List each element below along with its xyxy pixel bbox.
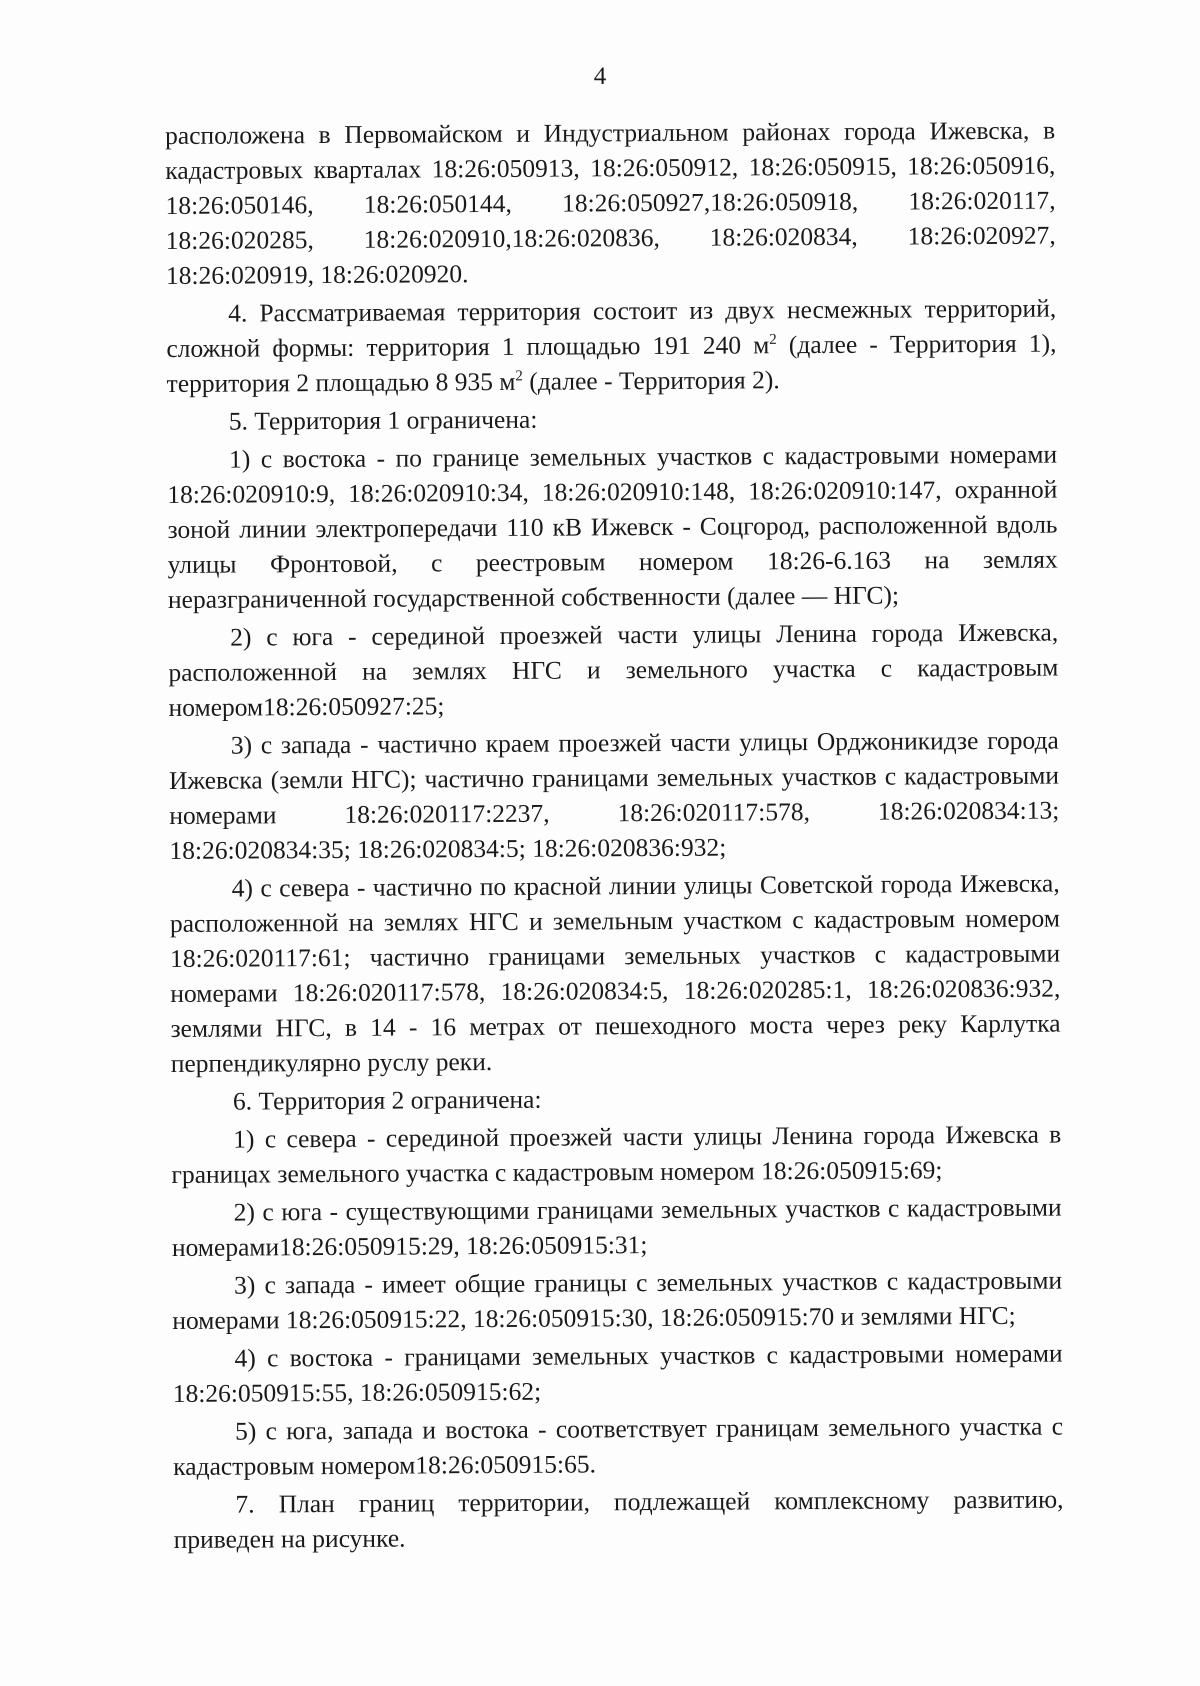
territory-1-east-boundary: 1) с востока - по границе земельных участков с кадастровыми номерами 18:26:020910:9, 18:26:020910:34, 18:26:020910:148, 18:26:020910:147, охранной зоной линии электропередачи 110 кВ Ижевск - Соцгород, расположенной вдоль улицы Фронтовой, с реестровым номером 18:26-6.163 на землях неразграниченной государственной собственности (далее — НГС); [167,439,1058,614]
page-number: 4 [593,63,607,90]
territory-2-north-boundary: 1) с севера - серединой проезжей части улицы Ленина города Ижевска в границах земельного участка с кадастровым номером 18:26:050915:69; [171,1119,1062,1189]
territory-2-south-boundary: 2) с юга - существующими границами земельных участков с кадастровыми номерами18:26:050915:29, 18:26:050915:31; [171,1192,1062,1262]
territory-1-north-boundary: 4) с севера - частично по красной линии улицы Советской города Ижевска, расположенной на землях НГС и земельным участком с кадастровым номером 18:26:020117:61; частично границами земельных участков с кадастровыми номерами 18:26:020117:578, 18:26:020834:5, 18:26:020285:1, 18:26:020836:932, землями НГС, в 14 - 16 метрах от пешеходного моста через реку Карлутка перпендикулярно руслу реки. [169,868,1061,1078]
section-heading-territory-2: 6. Территория 2 ограничена: [232,1084,542,1116]
territory-2-east-boundary: 4) с востока - границами земельных участков с кадастровыми номерами 18:26:050915:55, 18:26:050915:62; [172,1338,1063,1408]
territory-2-west-boundary: 3) с запада - имеет общие границы с земельных участков с кадастровыми номерами 18:26:050915:22, 18:26:050915:30, 18:26:050915:70 и землями НГС; [172,1265,1063,1335]
area-unit-superscript-2: 2 [515,368,523,385]
paragraph-location: расположена в Первомайском и Индустриальном районах города Ижевска, в кадастровых кварталах 18:26:050913, 18:26:050912, 18:26:050915, 18:26:050916, 18:26:050146, 18:26:050144, 18:26:050927,18:26:050918, 18:26:020117, 18:26:020285, 18:26:020910,18:26:020836, 18:26:020834, 18:26:020927, 18:26:020919, 18:26:020920. [165,115,1056,290]
territory-2-south-west-east-boundary: 5) с юга, запада и востока - соответствует границам земельного участка с кадастровым номером18:26:050915:65. [173,1411,1064,1481]
territory-1-south-boundary: 2) с юга - серединой проезжей части улицы Ленина города Ижевска, расположенной на землях НГС и земельного участка с кадастровым номером18:26:050927:25; [168,617,1059,722]
paragraph-territory-composition [166,291,1057,401]
paragraph-territory-composition-part-3: (далее - Территория 2). [522,365,780,396]
paragraph-territory-composition-part-1: 4. Рассматриваемая территория состоит из двух несмежных территорий, сложной формы: территория 1 площадью 191 240 м [166,293,1057,363]
document-body [165,113,1064,1560]
area-unit-superscript-1: 2 [769,331,777,348]
section-heading-territory-1: 5. Территория 1 ограничена: [228,404,538,436]
territory-1-west-boundary: 3) с запада - частично краем проезжей части улицы Орджоникидзе города Ижевска (земли НГС); частично границами земельных участков с кадастровыми номерами 18:26:020117:2237, 18:26:020117:578, 18:26:020834:13; 18:26:020834:35; 18:26:020834:5; 18:26:020836:932; [168,725,1060,865]
paragraph-boundary-plan: 7. План границ территории, подлежащей комплексному развитию, приведен на рисунке. [173,1484,1064,1554]
paragraph-territory-composition-part-2: (далее - Территория 1), территория 2 площадью 8 935 м [166,328,1057,398]
